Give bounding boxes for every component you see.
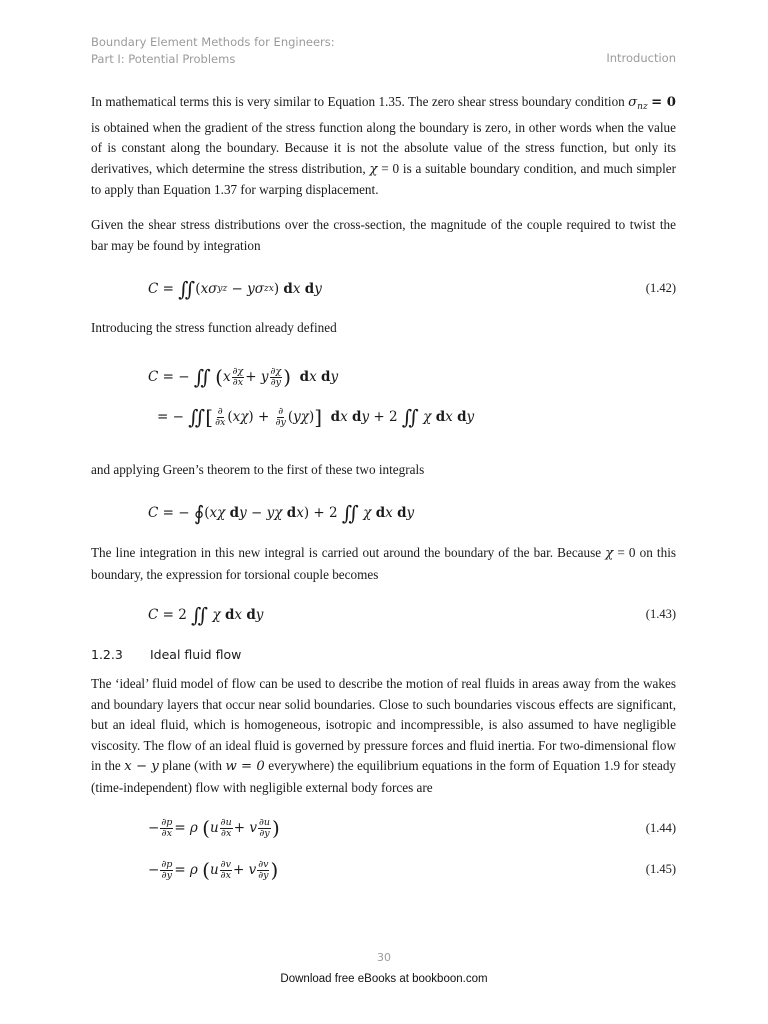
- text-run: = 0 is a suitable boundary condition, and much simpler to apply than Equation 1.37 for warping displacement.: [91, 160, 677, 198]
- running-header: [91, 34, 511, 68]
- equation-number: (1.45): [645, 862, 676, 876]
- math-sigma: σ: [628, 95, 638, 110]
- text-run: everywhere) the equilibrium equations in the form of Equation 1.9 for steady (time-independent) flow with negligible external body forces are: [91, 758, 677, 795]
- download-link[interactable]: Download free eBooks at bookboon.com: [280, 973, 488, 985]
- paragraph-stress-function: Introducing the stress function already defined: [91, 320, 337, 335]
- book-title: Boundary Element Methods for Engineers:: [91, 35, 335, 49]
- section-title: Ideal fluid flow: [149, 647, 242, 662]
- equation-1-44: − $\frac{\partial p}{\partial x}$ = ρ ( u $\frac{\partial u}{\partial x}$ + v $\frac{\partial u}{\partial y}$ ): [148, 816, 280, 840]
- page-number: 30: [377, 951, 391, 964]
- text-run: = 0 on this boundary, the expression for torsional couple becomes: [91, 545, 676, 582]
- paragraph-greens-theorem: and applying Green’s theorem to the first of these two integrals: [91, 462, 425, 477]
- text-run: The ‘ideal’ fluid model of flow can be used to describe the motion of real fluids in areas away from the wakes and boundary layers that occur near solid boundaries. Close to such boundaries viscous effects are significant, but an ideal fluid, which is homogeneous, isotropic and incompressible, is also assumed to have negligible viscosity. The flow of an ideal fluid is governed by pressure forces and fluid inertia. For two-dimensional flow in the: [91, 676, 676, 774]
- math-x-minus-y: x − y: [124, 759, 159, 775]
- text-run: plane (with: [162, 758, 223, 774]
- math-w-equals-zero: w = 0: [225, 759, 265, 775]
- equation-couple-line1: C = − ∬ ( x $\frac{\partial\chi}{\partial x}$ + y $\frac{\partial\chi}{\partial y}$ ) d x d y: [148, 365, 339, 389]
- equation-number: (1.42): [645, 281, 676, 295]
- paragraph-line-integration: [91, 543, 676, 585]
- math-chi: χ: [369, 161, 378, 177]
- paragraph-shear-stress: Given the shear stress distributions over the cross-section, the magnitude of the couple required to twist the bar may be found by integration: [91, 217, 676, 253]
- section-number: 1.2.3: [91, 647, 123, 662]
- paragraph-boundary-condition: [91, 92, 676, 201]
- section-heading: [91, 647, 241, 662]
- text-run: The line integration in this new integral is carried out around the boundary of the bar. Because: [91, 545, 602, 560]
- equation-1-42: C = ∬ ( xσ yz − yσ zx ) d x d y: [148, 277, 322, 301]
- chapter-title: Introduction: [606, 51, 676, 65]
- math-subscript: nz: [637, 102, 648, 112]
- math-chi: χ: [605, 546, 614, 561]
- equation-1-45: − $\frac{\partial p}{\partial y}$ = ρ ( u $\frac{\partial v}{\partial x}$ + v $\frac{\partial v}{\partial y}$ ): [148, 858, 279, 882]
- text-run: is obtained when the gradient of the stress function along the boundary is zero, in other words when the value of is constant along the boundary. Because it is not the absolute value of the stress function, but only its derivatives, which determine the stress distribution,: [91, 119, 676, 176]
- equation-1-43: C = 2 ∬ χ d x d y: [148, 603, 264, 627]
- equation-number: (1.44): [645, 821, 676, 835]
- text-run: In mathematical terms this is very similar to Equation 1.35. The zero shear stress boundary condition: [91, 94, 625, 109]
- paragraph-ideal-fluid: [91, 674, 676, 799]
- part-title: Part I: Potential Problems: [91, 52, 236, 66]
- equation-number: (1.43): [645, 607, 676, 621]
- math-equals-zero: = 0: [651, 95, 676, 110]
- equation-couple-line2: = − ∬ [ $\frac{\partial}{\partial x}$ ( xχ ) + $\frac{\partial}{\partial y}$ ( yχ ) ] d x d y + 2 ∬ χ d x d y: [157, 405, 475, 429]
- equation-green: C = − ∮ ( xχ d y − yχ d x ) + 2 ∬ χ d x d y: [148, 501, 415, 525]
